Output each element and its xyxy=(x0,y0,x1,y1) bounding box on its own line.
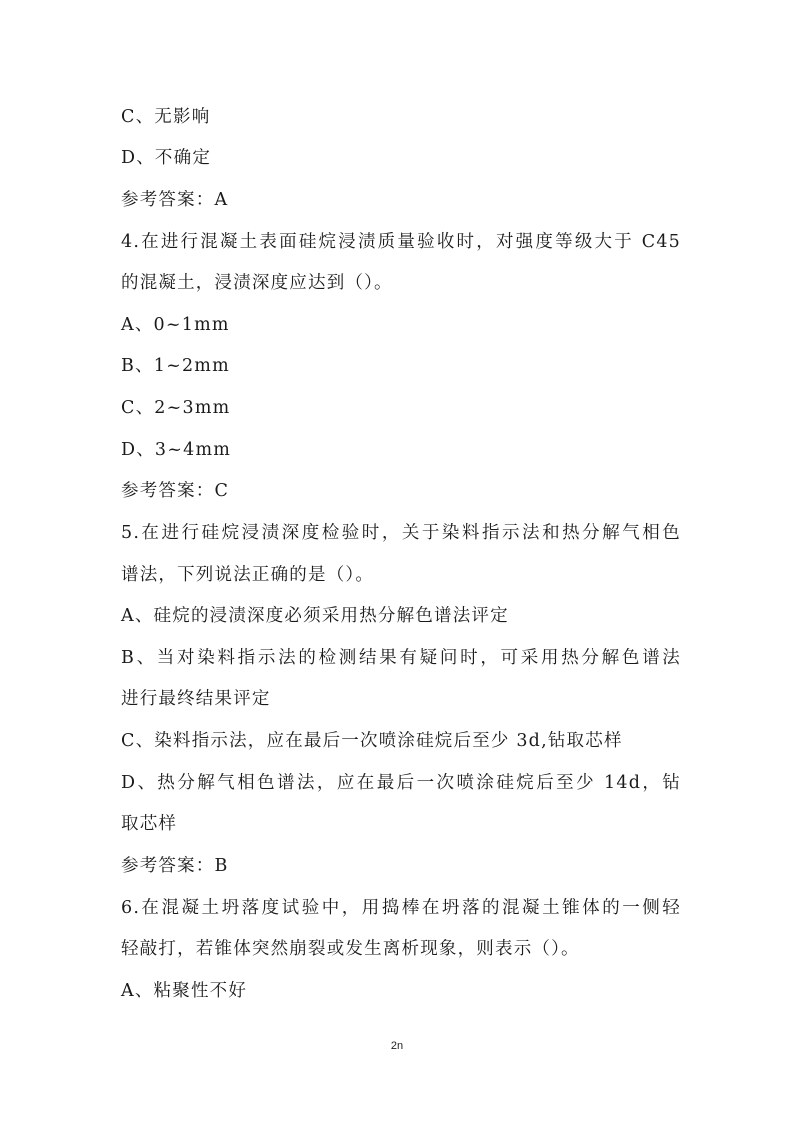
option-b-q5-line-1: B、当对染料指示法的检测结果有疑问时，可采用热分解色谱法 xyxy=(121,648,681,668)
answer-q5: 参考答案：B xyxy=(121,856,229,876)
option-c-q5: C、染料指示法，应在最后一次喷涂硅烷后至少 3d,钻取芯样 xyxy=(121,731,623,751)
option-a-q5: A、硅烷的浸渍深度必须采用热分解色谱法评定 xyxy=(121,606,509,626)
option-a-q6: A、粘聚性不好 xyxy=(121,981,248,1001)
question-4-line-1: 4.在进行混凝土表面硅烷浸渍质量验收时，对强度等级大于 C45 xyxy=(121,232,681,252)
page-number: 2n xyxy=(390,1040,404,1052)
question-4-line-2: 的混凝土，浸渍深度应达到（）。 xyxy=(121,273,393,293)
answer-q3: 参考答案：A xyxy=(121,190,229,210)
option-d-q5-line-1: D、热分解气相色谱法，应在最后一次喷涂硅烷后至少 14d，钻 xyxy=(121,773,681,793)
option-d-q4: D、3~4mm xyxy=(121,440,232,460)
question-5-line-2: 谱法，下列说法正确的是（）。 xyxy=(121,565,375,585)
option-a-q4: A、0~1mm xyxy=(121,315,230,335)
question-6-line-1: 6.在混凝土坍落度试验中，用捣棒在坍落的混凝土锥体的一侧轻 xyxy=(121,898,681,918)
question-5-line-1: 5.在进行硅烷浸渍深度检验时，关于染料指示法和热分解气相色 xyxy=(121,523,681,543)
answer-q4: 参考答案：C xyxy=(121,481,230,501)
option-c-q4: C、2~3mm xyxy=(121,398,231,418)
option-b-q4: B、1~2mm xyxy=(121,356,230,376)
option-b-q5-line-2: 进行最终结果评定 xyxy=(121,689,271,709)
option-d-q3: D、不确定 xyxy=(121,148,212,168)
option-d-q5-line-2: 取芯样 xyxy=(121,814,178,834)
option-c-q3: C、无影响 xyxy=(121,107,211,127)
question-6-line-2: 轻敲打，若锥体突然崩裂或发生离析现象，则表示（）。 xyxy=(121,939,580,959)
